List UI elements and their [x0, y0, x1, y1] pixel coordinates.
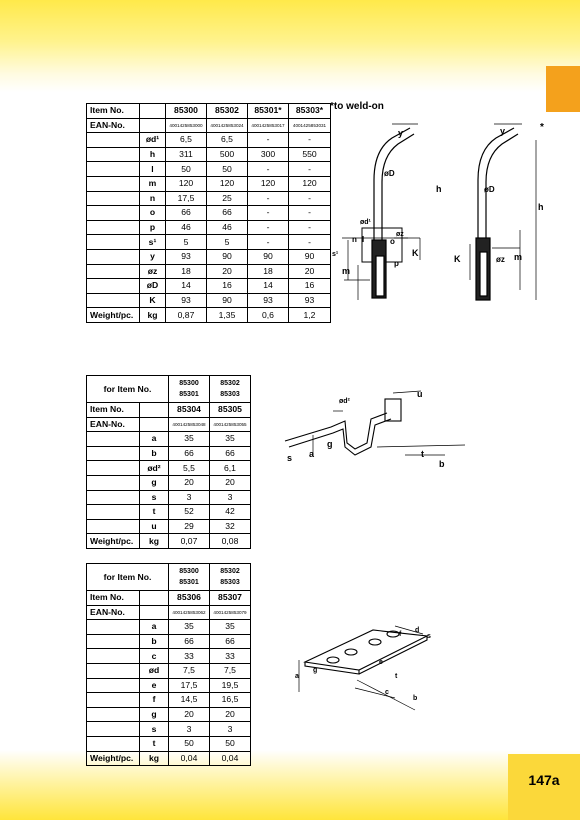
- dim-s-label: s: [427, 633, 431, 640]
- dimension-symbol: s: [140, 490, 169, 505]
- dimension-row: [87, 191, 331, 206]
- dimension-row: [87, 293, 331, 308]
- dimension-value: 14: [248, 279, 289, 294]
- weight-row: [87, 534, 251, 549]
- ean-label: EAN-No.: [87, 417, 140, 432]
- dimension-value: 90: [289, 249, 331, 264]
- weight-row: [87, 751, 251, 766]
- dimension-row: [87, 707, 251, 722]
- dim-d2-label: ød²: [339, 398, 350, 405]
- dim-b-label: b: [413, 695, 418, 702]
- item-number-cell: 85306: [169, 591, 210, 606]
- dimension-symbol: y: [140, 249, 166, 264]
- ean-label: EAN-No.: [87, 118, 140, 133]
- dimension-value: 35: [169, 620, 210, 635]
- empty-cell: [87, 249, 140, 264]
- section-tab-marker: [546, 66, 580, 112]
- dim-g-label: g: [313, 667, 318, 674]
- empty-cell: [87, 707, 140, 722]
- dimension-value: -: [289, 133, 331, 148]
- weight-value: 0,07: [169, 534, 210, 549]
- for-items-row: [87, 376, 251, 403]
- dimension-value: 66: [169, 446, 210, 461]
- dimension-value: 20: [169, 475, 210, 490]
- dimension-symbol: s¹: [140, 235, 166, 250]
- dim-D-label: øD: [484, 185, 495, 194]
- empty-cell: [87, 133, 140, 148]
- dimension-value: 14,5: [169, 693, 210, 708]
- weight-unit: kg: [140, 308, 166, 323]
- dimension-value: 18: [248, 264, 289, 279]
- dimension-value: 90: [207, 249, 248, 264]
- dimension-value: 120: [248, 176, 289, 191]
- dimension-value: 17,5: [166, 191, 207, 206]
- empty-cell: [87, 693, 140, 708]
- dimension-row: [87, 206, 331, 221]
- dimension-symbol: h: [140, 147, 166, 162]
- empty-cell: [140, 605, 169, 620]
- empty-cell: [140, 104, 166, 119]
- dim-f-label: f: [399, 631, 402, 638]
- dimension-symbol: l: [140, 162, 166, 177]
- ean-cell: 4001425853031: [289, 118, 331, 133]
- dim-m-label: m: [514, 252, 523, 262]
- empty-cell: [87, 191, 140, 206]
- dimension-symbol: b: [140, 634, 169, 649]
- ean-cell: 4001425853055: [210, 417, 251, 432]
- for-item-number: 85300: [179, 568, 199, 575]
- dimension-row: [87, 162, 331, 177]
- dimension-value: 3: [210, 490, 251, 505]
- dimension-value: 93: [166, 249, 207, 264]
- item-number-row: [87, 104, 331, 119]
- dim-K-label: K: [454, 254, 461, 264]
- dimension-symbol: øz: [140, 264, 166, 279]
- dimension-row: [87, 620, 251, 635]
- for-item-cell: [169, 564, 210, 591]
- empty-cell: [87, 147, 140, 162]
- dimension-value: 93: [289, 293, 331, 308]
- dimension-value: -: [248, 162, 289, 177]
- empty-cell: [87, 446, 140, 461]
- dimension-value: 311: [166, 147, 207, 162]
- for-item-cell: [169, 376, 210, 403]
- dimension-symbol: g: [140, 475, 169, 490]
- dimension-value: 90: [207, 293, 248, 308]
- empty-cell: [87, 461, 140, 476]
- empty-cell: [87, 235, 140, 250]
- dimension-value: 7,5: [169, 663, 210, 678]
- dimension-row: [87, 519, 251, 534]
- dimension-value: 3: [169, 722, 210, 737]
- dimension-value: 120: [289, 176, 331, 191]
- dimension-row: [87, 235, 331, 250]
- dim-b-label: b: [439, 459, 445, 469]
- dimension-row: [87, 279, 331, 294]
- dim-s1-label: s¹: [332, 251, 339, 258]
- empty-cell: [87, 490, 140, 505]
- dimension-value: 120: [207, 176, 248, 191]
- hinge-pin-weld-on-drawing: [440, 120, 555, 310]
- empty-cell: [87, 279, 140, 294]
- item-no-label: Item No.: [87, 403, 140, 418]
- dimension-value: 33: [169, 649, 210, 664]
- item-no-label: Item No.: [87, 591, 140, 606]
- weight-row: [87, 308, 331, 323]
- weight-value: 1,2: [289, 308, 331, 323]
- dimension-value: -: [248, 206, 289, 221]
- dimension-row: [87, 649, 251, 664]
- ean-row: [87, 605, 251, 620]
- dimension-value: -: [289, 191, 331, 206]
- dim-y-label: y: [398, 128, 404, 138]
- dim-y-label: y: [500, 126, 506, 136]
- empty-cell: [87, 634, 140, 649]
- empty-cell: [87, 505, 140, 520]
- dimension-value: 7,5: [210, 663, 251, 678]
- dimension-row: [87, 249, 331, 264]
- dimension-symbol: e: [140, 678, 169, 693]
- dimension-row: [87, 446, 251, 461]
- dim-u-label: u: [417, 389, 423, 399]
- weld-on-note: *to weld-on: [330, 101, 384, 112]
- weight-value: 0,04: [210, 751, 251, 766]
- dimension-symbol: ød¹: [140, 133, 166, 148]
- dimension-value: 66: [210, 634, 251, 649]
- dim-m-label: m: [342, 266, 351, 276]
- mounting-plate-drawing: [295, 620, 440, 715]
- empty-cell: [87, 722, 140, 737]
- for-item-number: 85301: [179, 579, 199, 586]
- dimension-symbol: f: [140, 693, 169, 708]
- dimension-value: 5: [166, 235, 207, 250]
- dim-h-label: h: [436, 184, 442, 194]
- dimension-row: [87, 432, 251, 447]
- spec-table-hinges: [86, 103, 331, 323]
- item-number-cell: 85307: [210, 591, 251, 606]
- dimension-row: [87, 505, 251, 520]
- dimension-value: 66: [210, 446, 251, 461]
- dimension-value: 35: [169, 432, 210, 447]
- dimension-symbol: u: [140, 519, 169, 534]
- dimension-symbol: o: [140, 206, 166, 221]
- dimension-row: [87, 147, 331, 162]
- dim-d-label: d: [415, 627, 420, 634]
- dimension-row: [87, 678, 251, 693]
- dimension-value: 550: [289, 147, 331, 162]
- dimension-value: 52: [169, 505, 210, 520]
- dimension-symbol: p: [140, 220, 166, 235]
- item-number-cell: 85304: [169, 403, 210, 418]
- dim-c-label: c: [385, 689, 389, 696]
- dimension-value: 66: [166, 206, 207, 221]
- dimension-value: 16: [289, 279, 331, 294]
- ean-cell: 4001425853000: [166, 118, 207, 133]
- dimension-symbol: K: [140, 293, 166, 308]
- weld-star-label: *: [540, 122, 544, 133]
- dimension-value: 20: [289, 264, 331, 279]
- dim-a-label: a: [309, 449, 315, 459]
- dimension-value: 46: [207, 220, 248, 235]
- page-number: 147a: [528, 772, 560, 788]
- empty-cell: [87, 264, 140, 279]
- empty-cell: [140, 403, 169, 418]
- empty-cell: [87, 736, 140, 751]
- item-number-cell: 85300: [166, 104, 207, 119]
- hinge-pin-with-plate-drawing: [330, 120, 445, 310]
- dimension-symbol: s: [140, 722, 169, 737]
- dimension-value: 35: [210, 432, 251, 447]
- dim-K-label: K: [412, 248, 419, 258]
- dimension-row: [87, 220, 331, 235]
- weight-value: 0,04: [169, 751, 210, 766]
- dimension-value: 66: [207, 206, 248, 221]
- ean-cell: 4001425853048: [169, 417, 210, 432]
- item-number-cell: 85302: [207, 104, 248, 119]
- weight-label: Weight/pc.: [87, 751, 140, 766]
- for-item-cell: [210, 564, 251, 591]
- empty-cell: [87, 432, 140, 447]
- ean-cell: 4001425853062: [169, 605, 210, 620]
- empty-cell: [87, 678, 140, 693]
- for-item-number: 85302: [220, 380, 240, 387]
- dimension-symbol: øD: [140, 279, 166, 294]
- dimension-value: 20: [210, 707, 251, 722]
- dimension-value: 50: [207, 162, 248, 177]
- dimension-row: [87, 722, 251, 737]
- dimension-value: -: [289, 220, 331, 235]
- for-item-label: for Item No.: [87, 564, 169, 591]
- for-item-number: 85302: [220, 568, 240, 575]
- dim-z-label: øz: [496, 255, 505, 264]
- dimension-value: 66: [169, 634, 210, 649]
- dimension-row: [87, 461, 251, 476]
- dim-t-label: t: [395, 673, 398, 680]
- for-item-number: 85301: [179, 391, 199, 398]
- empty-cell: [87, 649, 140, 664]
- empty-cell: [87, 663, 140, 678]
- dim-o-label: o: [390, 237, 395, 246]
- dimension-value: 50: [166, 162, 207, 177]
- for-item-cell: [210, 376, 251, 403]
- dim-d1-label: ød¹: [360, 219, 371, 226]
- ean-cell: 4001425853079: [210, 605, 251, 620]
- item-number-row: [87, 591, 251, 606]
- dim-n-label: n: [352, 235, 357, 244]
- weight-value: 0,08: [210, 534, 251, 549]
- dimension-value: -: [289, 206, 331, 221]
- empty-cell: [140, 417, 169, 432]
- dimension-row: [87, 693, 251, 708]
- dimension-value: -: [289, 235, 331, 250]
- dimension-value: -: [248, 191, 289, 206]
- spec-table-brackets: [86, 375, 251, 549]
- dim-e-label: e: [379, 659, 383, 666]
- for-item-number: 85300: [179, 380, 199, 387]
- for-item-label: for Item No.: [87, 376, 169, 403]
- empty-cell: [140, 591, 169, 606]
- empty-cell: [87, 176, 140, 191]
- top-yellow-band: [0, 0, 580, 92]
- dimension-value: 32: [210, 519, 251, 534]
- dimension-value: 6,5: [207, 133, 248, 148]
- dimension-value: 19,5: [210, 678, 251, 693]
- dim-a-label: a: [295, 673, 299, 680]
- dimension-value: 46: [166, 220, 207, 235]
- weight-value: 1,35: [207, 308, 248, 323]
- dimension-symbol: a: [140, 620, 169, 635]
- dimension-symbol: t: [140, 505, 169, 520]
- for-items-row: [87, 564, 251, 591]
- bracket-drawing: [285, 385, 465, 475]
- dimension-symbol: g: [140, 707, 169, 722]
- dimension-row: [87, 663, 251, 678]
- dimension-row: [87, 490, 251, 505]
- empty-cell: [87, 475, 140, 490]
- dimension-value: 500: [207, 147, 248, 162]
- ean-label: EAN-No.: [87, 605, 140, 620]
- dim-D-label: øD: [384, 169, 395, 178]
- item-number-cell: 85305: [210, 403, 251, 418]
- item-number-cell: 85301*: [248, 104, 289, 119]
- dimension-value: 16: [207, 279, 248, 294]
- dimension-value: 18: [166, 264, 207, 279]
- dimension-value: 17,5: [169, 678, 210, 693]
- dimension-symbol: ød: [140, 663, 169, 678]
- dimension-value: 3: [210, 722, 251, 737]
- dim-s-label: s: [287, 453, 293, 463]
- dimension-symbol: a: [140, 432, 169, 447]
- ean-cell: 4001425853024: [207, 118, 248, 133]
- weight-label: Weight/pc.: [87, 534, 140, 549]
- weight-label: Weight/pc.: [87, 308, 140, 323]
- dimension-value: 5: [207, 235, 248, 250]
- dimension-value: 90: [248, 249, 289, 264]
- item-no-label: Item No.: [87, 104, 140, 119]
- dimension-value: -: [248, 220, 289, 235]
- dimension-value: 20: [207, 264, 248, 279]
- dimension-symbol: b: [140, 446, 169, 461]
- dimension-value: 35: [210, 620, 251, 635]
- dimension-value: 6,1: [210, 461, 251, 476]
- dimension-value: 3: [169, 490, 210, 505]
- ean-cell: 4001425853017: [248, 118, 289, 133]
- dimension-value: 20: [210, 475, 251, 490]
- ean-row: [87, 417, 251, 432]
- ean-row: [87, 118, 331, 133]
- dimension-value: 93: [166, 293, 207, 308]
- weight-value: 0,6: [248, 308, 289, 323]
- dimension-value: 300: [248, 147, 289, 162]
- empty-cell: [87, 620, 140, 635]
- for-item-number: 85303: [220, 579, 240, 586]
- dim-l-label: l: [362, 235, 365, 244]
- dimension-value: 120: [166, 176, 207, 191]
- dimension-value: 42: [210, 505, 251, 520]
- dimension-value: 50: [210, 736, 251, 751]
- empty-cell: [87, 162, 140, 177]
- weight-unit: kg: [140, 751, 169, 766]
- dimension-value: 29: [169, 519, 210, 534]
- dimension-value: 93: [248, 293, 289, 308]
- dimension-row: [87, 264, 331, 279]
- dimension-symbol: c: [140, 649, 169, 664]
- dimension-value: 14: [166, 279, 207, 294]
- for-item-number: 85303: [220, 391, 240, 398]
- empty-cell: [87, 293, 140, 308]
- dimension-value: 20: [169, 707, 210, 722]
- dimension-value: 16,5: [210, 693, 251, 708]
- dimension-value: 50: [169, 736, 210, 751]
- dimension-symbol: m: [140, 176, 166, 191]
- dimension-value: 25: [207, 191, 248, 206]
- dimension-value: 6,5: [166, 133, 207, 148]
- empty-cell: [140, 118, 166, 133]
- dimension-row: [87, 736, 251, 751]
- dimension-symbol: ød²: [140, 461, 169, 476]
- empty-cell: [87, 519, 140, 534]
- dimension-symbol: n: [140, 191, 166, 206]
- dimension-row: [87, 634, 251, 649]
- dimension-row: [87, 133, 331, 148]
- dim-z-label: øz: [396, 231, 404, 238]
- dimension-row: [87, 176, 331, 191]
- spec-table-plates: [86, 563, 251, 766]
- dimension-symbol: t: [140, 736, 169, 751]
- dimension-value: -: [248, 133, 289, 148]
- weight-unit: kg: [140, 534, 169, 549]
- empty-cell: [87, 220, 140, 235]
- dim-t-label: t: [421, 449, 424, 459]
- item-number-row: [87, 403, 251, 418]
- dim-p-label: p: [394, 259, 399, 268]
- empty-cell: [87, 206, 140, 221]
- item-number-cell: 85303*: [289, 104, 331, 119]
- dimension-value: -: [289, 162, 331, 177]
- dimension-value: 33: [210, 649, 251, 664]
- dim-h-label: h: [538, 202, 544, 212]
- weight-value: 0,87: [166, 308, 207, 323]
- dimension-row: [87, 475, 251, 490]
- dimension-value: -: [248, 235, 289, 250]
- dimension-value: 5,5: [169, 461, 210, 476]
- dim-g-label: g: [327, 439, 333, 449]
